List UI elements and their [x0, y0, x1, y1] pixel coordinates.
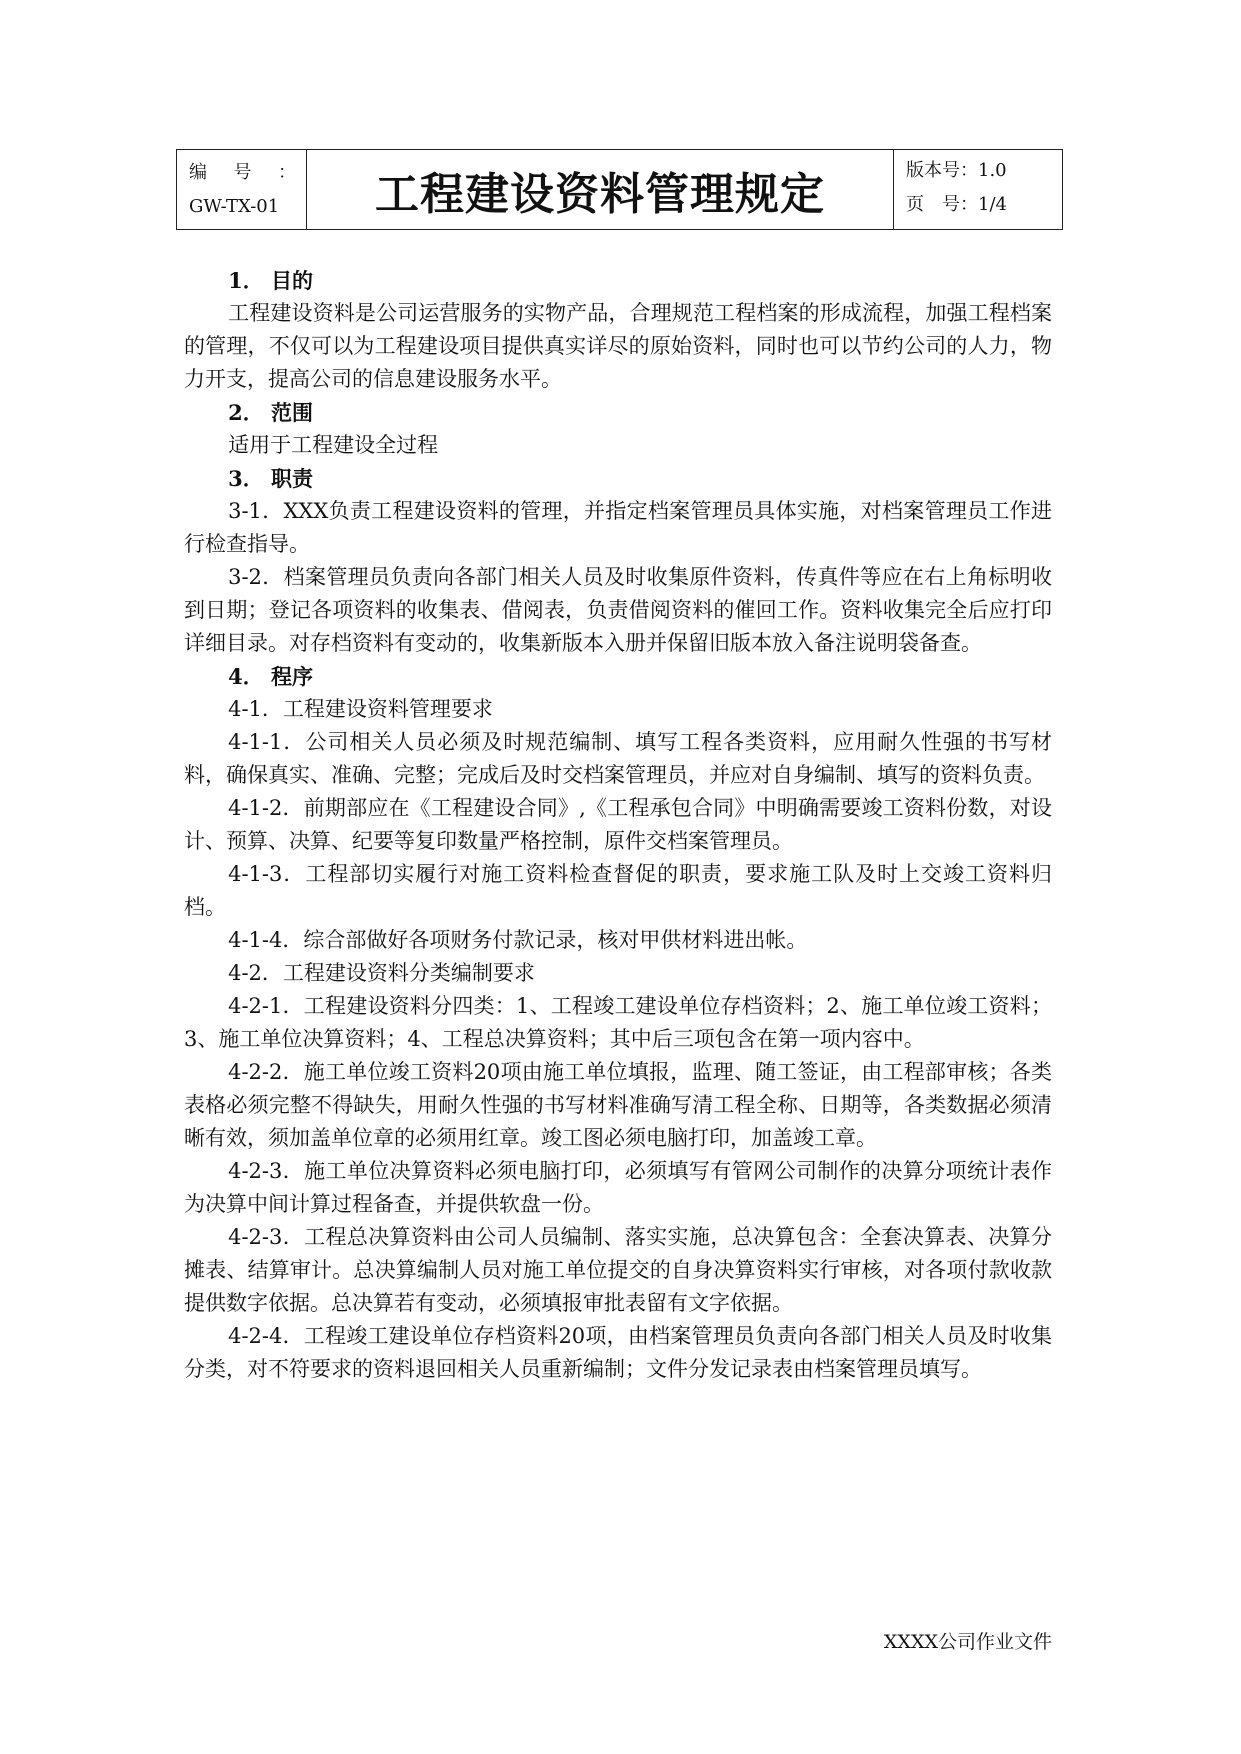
body-paragraph: 4-1．工程建设资料管理要求	[228, 697, 493, 721]
doc-code-label-char: 编	[189, 162, 207, 183]
version-label: 版本号：	[906, 160, 978, 181]
page-number-value: 1/4	[978, 194, 1007, 215]
body-paragraph: 4-2-3．施工单位决算资料必须电脑打印，必须填写有管网公司制作的决算分项统计表作为决算中间计算过程备查，并提供软盘一份。	[184, 1159, 1052, 1216]
doc-code-label-char: ：	[278, 162, 296, 183]
body-paragraph: 4-1-1．公司相关人员必须及时规范编制、填写工程各类资料，应用耐久性强的书写材料，确保真实、准确、完整；完成后及时交档案管理员，并应对自身编制、填写的资料负责。	[184, 730, 1052, 787]
page-number-label: 页 号：	[906, 194, 978, 215]
section-heading-procedure: 4． 程序	[228, 664, 314, 689]
body-paragraph: 4-2-4．工程竣工建设单位存档资料20项，由档案管理员负责向各部门相关人员及时收集分类，对不符要求的资料退回相关人员重新编制；文件分发记录表由档案管理员填写。	[184, 1324, 1052, 1381]
doc-code-cell	[177, 150, 307, 229]
body-paragraph: 工程建设资料是公司运营服务的实物产品，合理规范工程档案的形成流程，加强工程档案的管理，不仅可以为工程建设项目提供真实详尽的原始资料，同时也可以节约公司的人力，物力开支，提高公司的信息建设服务水平。	[184, 301, 1052, 391]
version-line	[906, 154, 1054, 188]
doc-title: 工程建设资料管理规定	[375, 168, 825, 220]
version-value: 1.0	[978, 160, 1007, 181]
document-header-table	[176, 149, 1063, 230]
body-paragraph: 4-2-1．工程建设资料分四类：1、工程竣工建设单位存档资料；2、施工单位竣工资料；3、施工单位决算资料；4、工程总决算资料；其中后三项包含在第一项内容中。	[184, 994, 1052, 1051]
body-paragraph: 4-1-2．前期部应在《工程建设合同》,《工程承包合同》中明确需要竣工资料份数，对设计、预算、决算、纪要等复印数量严格控制，原件交档案管理员。	[184, 796, 1052, 853]
page-number-line	[906, 188, 1054, 222]
doc-code-label	[189, 156, 296, 190]
doc-code-value: GW-TX-01	[189, 196, 280, 217]
section-heading-purpose: 1． 目的	[228, 268, 314, 293]
body-paragraph: 适用于工程建设全过程	[228, 433, 439, 457]
page-footer: XXXX公司作业文件	[883, 1631, 1052, 1653]
doc-title-cell	[307, 150, 894, 229]
document-body	[184, 264, 1052, 1386]
body-paragraph: 4-2-2．施工单位竣工资料20项由施工单位填报，监理、随工签证，由工程部审核；各类表格必须完整不得缺失，用耐久性强的书写材料准确写清工程全称、日期等，各类数据必须清晰有效，须加盖单位章的必须用红章。竣工图必须电脑打印，加盖竣工章。	[184, 1060, 1052, 1150]
section-heading-scope: 2． 范围	[228, 400, 314, 425]
body-paragraph: 3-2．档案管理员负责向各部门相关人员及时收集原件资料，传真件等应在右上角标明收到日期；登记各项资料的收集表、借阅表，负责借阅资料的催回工作。资料收集完全后应打印详细目录。对存档资料有变动的，收集新版本入册并保留旧版本放入备注说明袋备查。	[184, 565, 1052, 655]
body-paragraph: 4-2-3．工程总决算资料由公司人员编制、落实实施，总决算包含：全套决算表、决算分摊表、结算审计。总决算编制人员对施工单位提交的自身决算资料实行审核，对各项付款收款提供数字依据。总决算若有变动，必须填报审批表留有文字依据。	[184, 1225, 1052, 1315]
section-heading-responsibilities: 3． 职责	[228, 466, 314, 491]
doc-code-label-char: 号	[233, 162, 252, 183]
doc-version-cell	[894, 150, 1062, 229]
body-paragraph: 4-1-3．工程部切实履行对施工资料检查督促的职责，要求施工队及时上交竣工资料归档。	[184, 862, 1052, 919]
body-paragraph: 4-2．工程建设资料分类编制要求	[228, 961, 535, 985]
body-paragraph: 4-1-4．综合部做好各项财务付款记录，核对甲供材料进出帐。	[228, 928, 808, 952]
body-paragraph: 3-1．XXX负责工程建设资料的管理，并指定档案管理员具体实施，对档案管理员工作进行检查指导。	[184, 499, 1052, 556]
